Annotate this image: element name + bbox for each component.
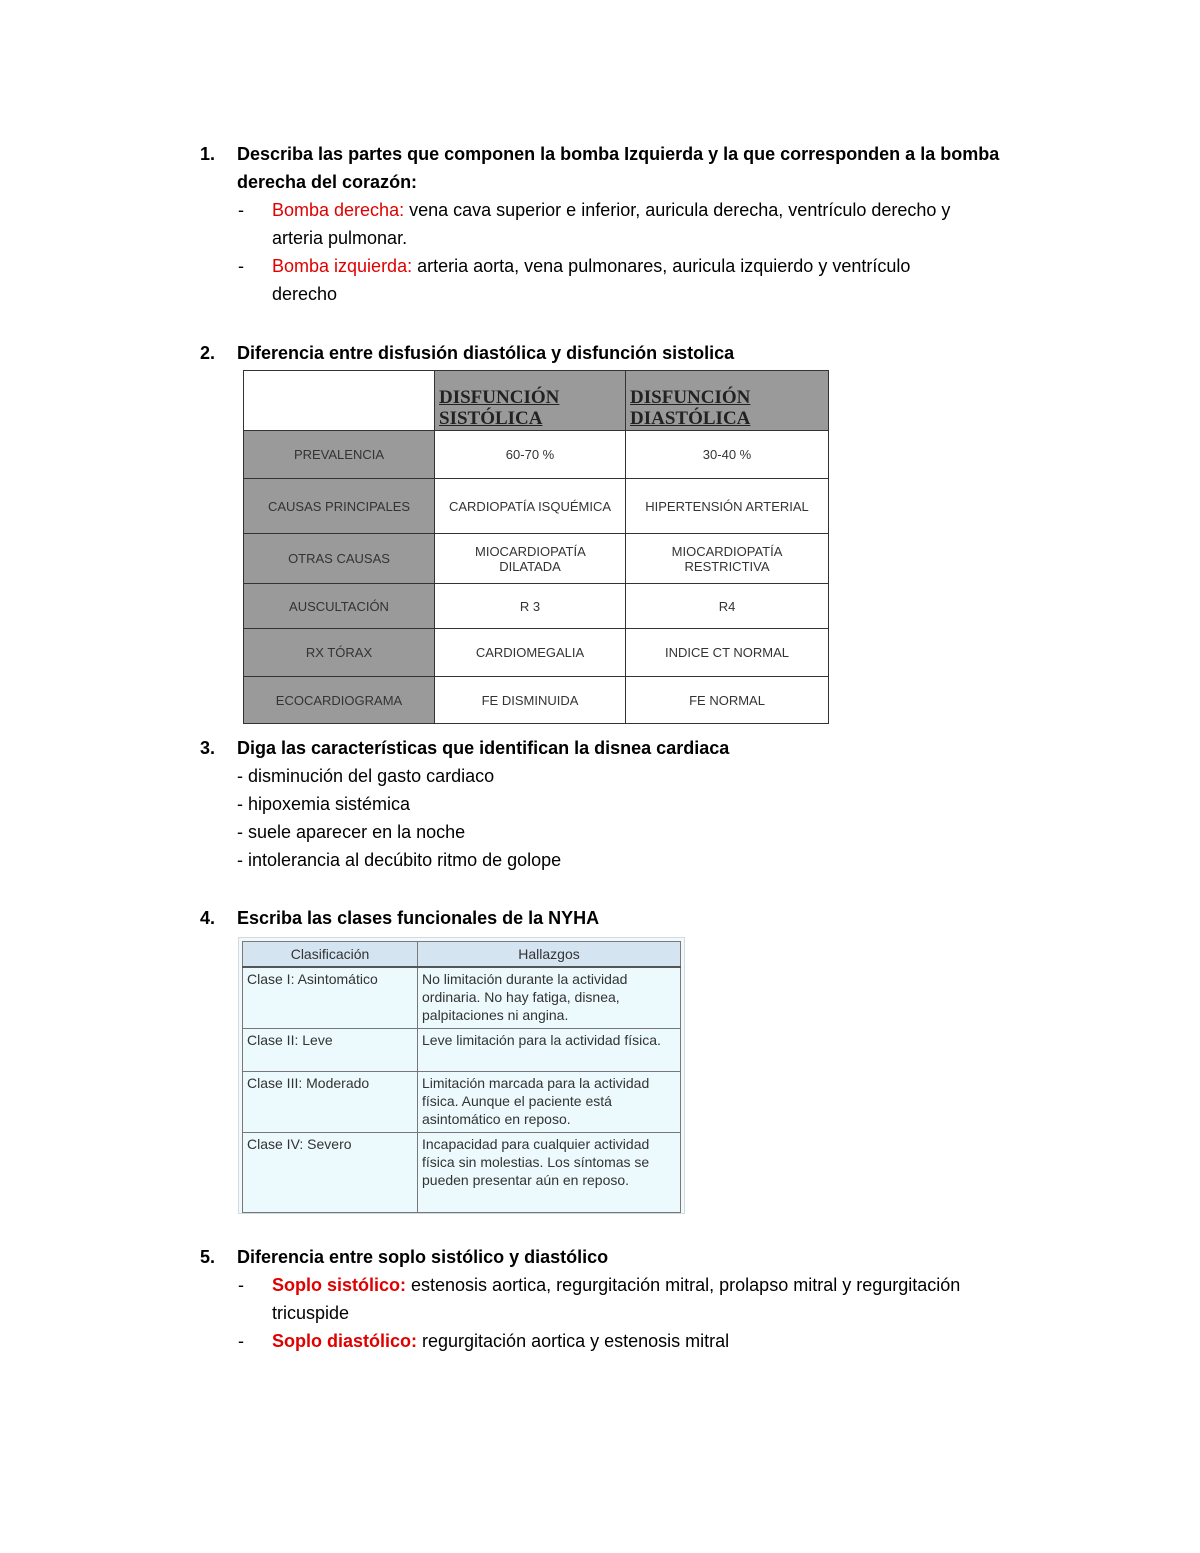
list-item bbox=[238, 1271, 244, 1299]
question-number: 4. bbox=[200, 908, 216, 928]
cell-sistolica: CARDIOMEGALIA bbox=[435, 629, 626, 677]
row-label: RX TÓRAX bbox=[244, 629, 435, 677]
table-header-diastolica: DISFUNCIÓN DIASTÓLICA bbox=[626, 371, 829, 431]
question-title: Diferencia entre disfusión diastólica y disfunción sistolica bbox=[237, 343, 735, 363]
question-number: 5. bbox=[200, 1247, 216, 1267]
table-row bbox=[243, 967, 681, 1029]
cell-diastolica: MIOCARDIOPATÍA RESTRICTIVA bbox=[626, 534, 829, 584]
cell-sistolica: MIOCARDIOPATÍA DILATADA bbox=[435, 534, 626, 584]
table-row bbox=[244, 479, 829, 534]
question-title: derecha del corazón: bbox=[237, 172, 418, 192]
list-item-continuation: derecho bbox=[272, 284, 338, 304]
item-text: regurgitación aortica y estenosis mitral bbox=[417, 1331, 730, 1351]
list-item-continuation: arteria pulmonar. bbox=[272, 228, 408, 248]
table-header-row bbox=[243, 942, 681, 968]
table-row bbox=[244, 534, 829, 584]
cell-clase: Clase IV: Severo bbox=[243, 1133, 418, 1213]
item-text: arteria aorta, vena pulmonares, auricula izquierdo y ventrículo bbox=[412, 256, 911, 276]
row-label: OTRAS CAUSAS bbox=[244, 534, 435, 584]
question-number: 2. bbox=[200, 343, 216, 363]
cell-sistolica: CARDIOPATÍA ISQUÉMICA bbox=[435, 479, 626, 534]
table-row bbox=[243, 1133, 681, 1213]
cell-diastolica: R4 bbox=[626, 584, 829, 629]
item-text: estenosis aortica, regurgitación mitral, prolapso mitral y regurgitación bbox=[406, 1275, 961, 1295]
question-number: 1. bbox=[200, 144, 216, 164]
list-item bbox=[238, 252, 244, 280]
question-title: Diga las características que identifican la disnea cardiaca bbox=[237, 738, 730, 758]
cell-diastolica: 30-40 % bbox=[626, 431, 829, 479]
cell-hallazgo: Leve limitación para la actividad física. bbox=[418, 1029, 681, 1072]
cell-clase: Clase II: Leve bbox=[243, 1029, 418, 1072]
list-item: - hipoxemia sistémica bbox=[237, 794, 411, 814]
row-label: PREVALENCIA bbox=[244, 431, 435, 479]
nyha-classification-table bbox=[242, 941, 681, 1213]
cell-sistolica: R 3 bbox=[435, 584, 626, 629]
question-title: Describa las partes que componen la bomba Izquierda y la que corresponden a la bomba bbox=[237, 144, 1000, 164]
table-row bbox=[243, 1029, 681, 1072]
item-label: Bomba izquierda: bbox=[272, 256, 413, 276]
table-row bbox=[243, 1072, 681, 1133]
item-text: vena cava superior e inferior, auricula derecha, ventrículo derecho y bbox=[404, 200, 951, 220]
cell-sistolica: FE DISMINUIDA bbox=[435, 677, 626, 724]
table-row bbox=[244, 629, 829, 677]
cell-hallazgo: Limitación marcada para la actividad física. Aunque el paciente está asintomático en reposo. bbox=[418, 1072, 681, 1133]
list-item bbox=[238, 196, 244, 224]
disfuncion-comparison-table bbox=[243, 370, 829, 724]
table-header-sistolica: DISFUNCIÓN SISTÓLICA bbox=[435, 371, 626, 431]
cell-sistolica: 60-70 % bbox=[435, 431, 626, 479]
table-row bbox=[244, 431, 829, 479]
list-item bbox=[272, 252, 910, 280]
question-number: 3. bbox=[200, 738, 216, 758]
dash: - bbox=[238, 1275, 244, 1295]
cell-diastolica: INDICE CT NORMAL bbox=[626, 629, 829, 677]
cell-clase: Clase I: Asintomático bbox=[243, 967, 418, 1029]
dash: - bbox=[238, 256, 244, 276]
question-title: Escriba las clases funcionales de la NYHA bbox=[237, 908, 600, 928]
list-item: - suele aparecer en la noche bbox=[237, 822, 466, 842]
list-item bbox=[272, 1327, 729, 1355]
cell-hallazgo: No limitación durante la actividad ordinaria. No hay fatiga, disnea, palpitaciones ni angina. bbox=[418, 967, 681, 1029]
list-item: - disminución del gasto cardiaco bbox=[237, 766, 495, 786]
item-label: Bomba derecha: bbox=[272, 200, 405, 220]
list-item bbox=[272, 1271, 960, 1299]
item-label: Soplo sistólico: bbox=[272, 1275, 407, 1295]
row-label: AUSCULTACIÓN bbox=[244, 584, 435, 629]
dash: - bbox=[238, 200, 244, 220]
list-item bbox=[238, 1327, 244, 1355]
table-row bbox=[244, 584, 829, 629]
row-label: ECOCARDIOGRAMA bbox=[244, 677, 435, 724]
column-header-clasificacion: Clasificación bbox=[243, 942, 418, 968]
item-label: Soplo diastólico: bbox=[272, 1331, 418, 1351]
column-header-hallazgos: Hallazgos bbox=[418, 942, 681, 968]
cell-clase: Clase III: Moderado bbox=[243, 1072, 418, 1133]
list-item-continuation: tricuspide bbox=[272, 1303, 350, 1323]
cell-diastolica: FE NORMAL bbox=[626, 677, 829, 724]
table-corner-cell bbox=[244, 371, 435, 431]
row-label: CAUSAS PRINCIPALES bbox=[244, 479, 435, 534]
cell-diastolica: HIPERTENSIÓN ARTERIAL bbox=[626, 479, 829, 534]
list-item bbox=[272, 196, 950, 224]
table-row bbox=[244, 677, 829, 724]
list-item: - intolerancia al decúbito ritmo de golope bbox=[237, 850, 562, 870]
cell-hallazgo: Incapacidad para cualquier actividad física sin molestias. Los síntomas se pueden presentar aún en reposo. bbox=[418, 1133, 681, 1213]
question-title: Diferencia entre soplo sistólico y diastólico bbox=[237, 1247, 609, 1267]
nyha-table-frame bbox=[238, 937, 685, 1214]
dash: - bbox=[238, 1331, 244, 1351]
